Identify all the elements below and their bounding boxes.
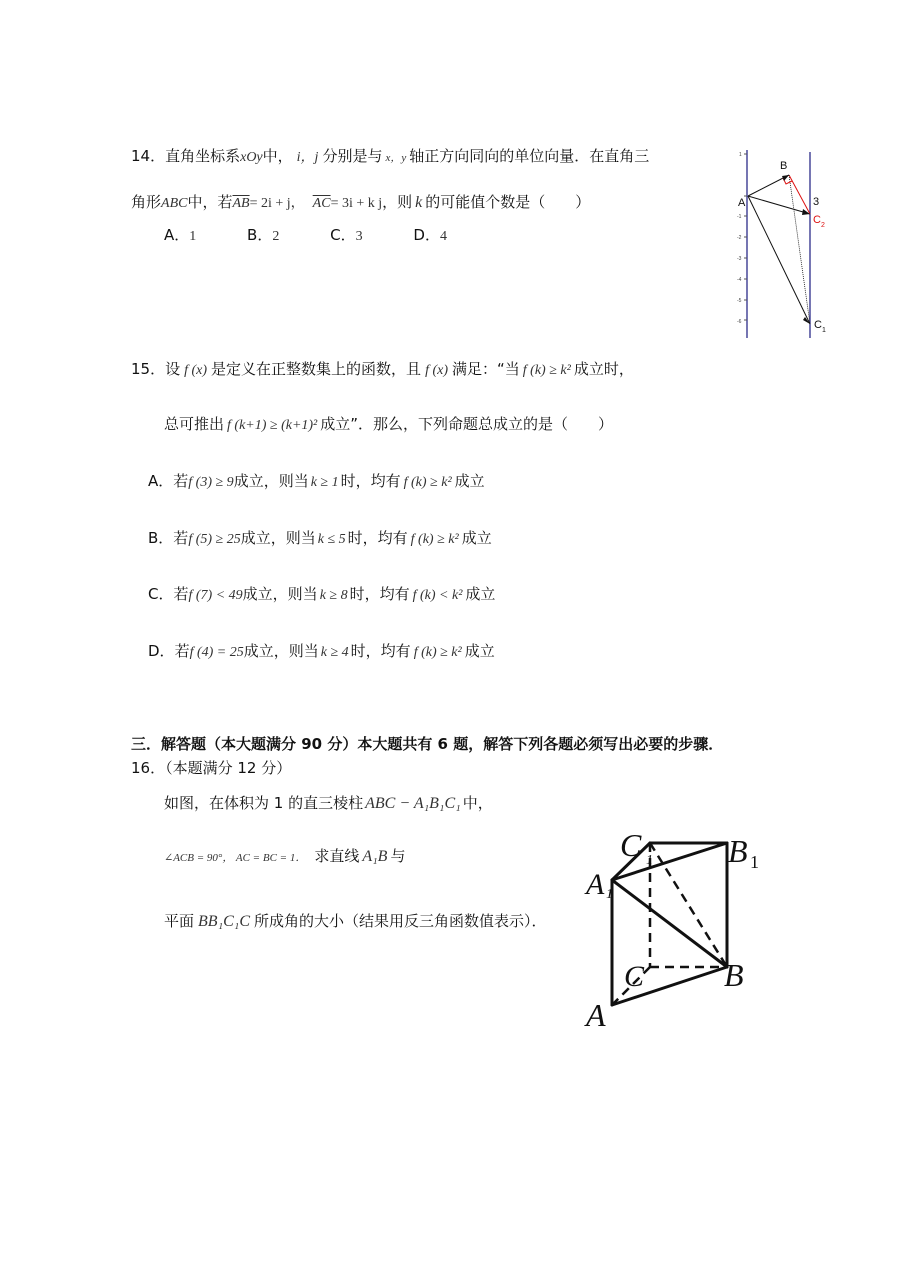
q15-condition-2: f (k+1) ≥ (k+1)² [227,418,318,433]
q14-ABC: ABC [161,196,188,211]
q15-text-2: 是定义在正整数集上的函数，且 [211,360,422,378]
q14-k: k [415,194,423,211]
q16-prism: ABC − A₁B₁C₁ [365,795,461,812]
option-text: 成立 [454,472,485,490]
q15-number: 15． [131,360,166,378]
option-letter: A． [148,472,174,490]
tick-label: -1 [737,214,742,220]
q15-text-4: 成立时， [573,360,634,378]
option-text: 成立 [461,529,492,547]
tick-label: -6 [737,319,742,325]
option-text: 成立，则当 [240,529,316,547]
q16-plane: BB₁C₁C [198,913,251,930]
q16-line-A1B: A₁B [362,848,388,865]
q16-line-1 [164,793,493,814]
q15-option-c [148,584,495,606]
label-C2: C [813,214,821,226]
q14-text-4: 轴正方向同向的单位向量．在直角三 [409,147,650,165]
q16-text-5: 平面 [164,912,195,930]
q16-text-3: 求直线 [314,847,360,865]
tick-label: -4 [737,277,742,283]
option-math: f (k) < k² [412,588,463,603]
label-B: B [724,957,744,993]
label-C: C [624,960,645,993]
q15-option-b [148,528,492,550]
arrowhead-B [782,175,789,181]
option-value: 4 [439,229,447,244]
label-B: B [780,160,788,172]
tick-label: -2 [737,235,742,241]
q16-condition: ∠ACB = 90°， AC = BC = 1． [164,852,307,864]
section-3-heading: 三．解答题（本大题满分 90 分）本大题共有 6 题，解答下列各题必须写出必要的步骤． [131,735,724,753]
option-letter: A． [164,226,190,244]
q16-line-2 [164,846,405,868]
q14-option-b [247,225,279,247]
option-value: 3 [355,229,363,244]
option-value: 2 [272,229,280,244]
label-C1-subscript: 1 [822,327,826,334]
option-letter: C． [330,226,356,244]
q14-text-6: 中，若 [187,193,233,211]
label-C2-subscript: 2 [821,222,825,229]
q14-text-8: 的可能值个数是（ ） [425,193,591,211]
q15-text-3: 满足：“当 [452,360,520,378]
q14-text-1: 直角坐标系 [165,147,241,165]
q14-vector-AC: $\overline{AC}$ [312,196,331,211]
q14-text-7: ，则 [382,193,413,211]
q15-text-1: 设 [165,360,181,378]
option-text: 时，均有 [340,472,401,490]
option-text: 时，均有 [349,585,410,603]
option-text: 成立，则当 [242,585,318,603]
option-text: 成立，则当 [233,472,309,490]
option-math: f (5) ≥ 25 [188,532,241,547]
option-math: k ≥ 4 [320,645,349,660]
q14-option-c [330,225,362,247]
q16-text-1: 如图，在体积为 1 的直三棱柱 [164,794,364,812]
option-math: k ≤ 5 [317,532,346,547]
option-text: 成立 [464,642,495,660]
q14-vector-figure [730,148,840,340]
q14-ij: i，j [296,150,319,165]
option-math: k ≥ 1 [310,475,339,490]
q15-fx-2: f (x) [425,363,448,378]
q14-line-1 [131,146,649,168]
y-axis-tick-labels [737,152,742,325]
label-C1: C [620,827,642,863]
option-text: 时，均有 [350,642,411,660]
option-math: f (k) ≥ k² [410,532,459,547]
option-text: 成立，则当 [243,642,319,660]
option-letter: B． [247,226,273,244]
option-math: f (k) ≥ k² [413,645,462,660]
option-text: 若 [174,642,190,660]
q14-vector-AB: $\overline{AB}$ [232,196,250,211]
q16-text-6: 所成角的大小（结果用反三角函数值表示）． [254,912,547,930]
option-math: f (3) ≥ 9 [188,475,234,490]
option-math: f (7) < 49 [188,588,243,603]
label-B1: B [728,833,748,869]
label-C1: C [814,319,822,331]
q15-line-2 [164,414,613,436]
option-text: 时，均有 [347,529,408,547]
q16-prism-figure [580,820,780,1035]
q14-option-d [413,225,447,247]
edge-A1B [612,880,727,967]
q16-score: （本题满分 12 分） [165,759,292,777]
tick-label: 1 [739,152,742,158]
q14-equation-2: = 3i + k j [330,196,383,211]
q14-text-3: 分别是与 [322,147,383,165]
q15-text-6: 成立”．那么，下列命题总成立的是（ ） [320,415,614,433]
tick-label: -5 [737,298,742,304]
q14-xOy: xOy [240,150,263,165]
q14-line-2 [131,192,590,214]
label-A1-subscript: 1 [606,887,613,902]
label-A: A [586,997,606,1033]
segment-AC2 [748,196,810,214]
option-text: 若 [173,585,189,603]
option-math: k ≥ 8 [319,588,348,603]
q16-number: 16． [131,759,166,777]
segment-BC2 [789,175,810,214]
option-text: 成立 [465,585,496,603]
option-letter: B． [148,529,174,547]
option-letter: C． [148,585,174,603]
label-A1: A [586,868,605,901]
q16-text-4: 与 [390,847,406,865]
option-letter: D． [413,226,440,244]
q14-options [164,225,493,247]
q16-text-2: 中， [462,794,493,812]
label-A: A [738,197,746,209]
q15-fx: f (x) [184,363,208,378]
option-value: 1 [189,229,197,244]
edge-C1B [650,843,727,967]
option-text: 若 [173,472,189,490]
label-C1-subscript: 1 [646,853,653,868]
q16-header [131,758,291,778]
label-B1-subscript: 1 [750,852,759,872]
label-3: 3 [813,196,820,208]
q15-option-d [148,641,495,663]
option-letter: D． [148,642,175,660]
q15-line-1 [131,359,634,381]
q15-text-5: 总可推出 [164,415,225,433]
option-math: f (4) = 25 [189,645,244,660]
option-text: 若 [173,529,189,547]
q15-option-a [148,471,485,493]
q14-equation-1: = 2i + j， [249,196,305,211]
q15-condition-1: f (k) ≥ k² [522,363,571,378]
q14-xy: x，y [385,152,407,164]
option-math: f (k) ≥ k² [403,475,452,490]
tick-label: -3 [737,256,742,262]
q16-line-3 [164,911,547,932]
q14-text-5: 角形 [131,193,162,211]
q14-text-2: 中， [262,147,293,165]
q14-option-a [164,225,196,247]
q14-number: 14． [131,147,166,165]
segment-AC1 [748,196,810,324]
